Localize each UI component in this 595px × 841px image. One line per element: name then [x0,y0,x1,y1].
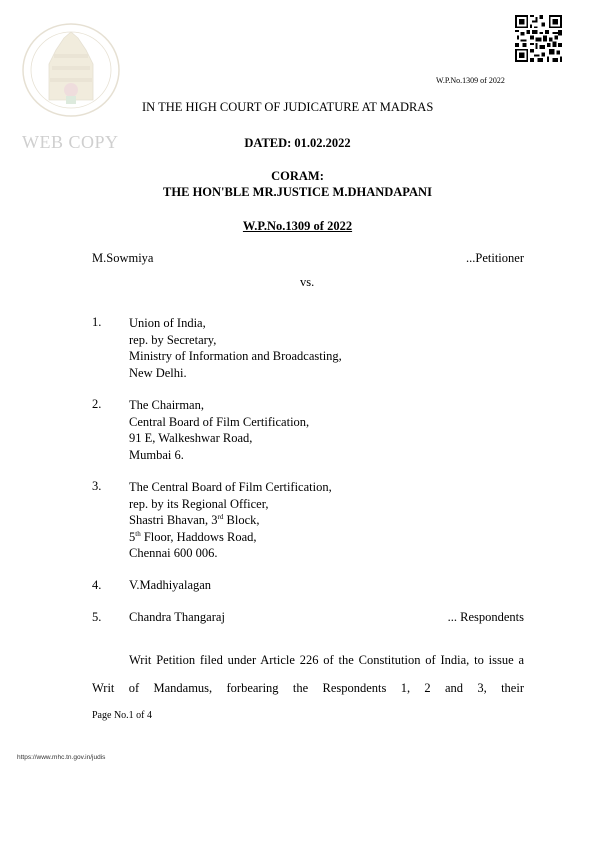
petition-paragraph: Writ Petition filed under Article 226 of the Constitution of India, to issue a Writ of Mandamus, forbearing the Respondents 1, 2 and 3, their [92,653,524,695]
court-title: IN THE HIGH COURT OF JUDICATURE AT MADRAS [142,100,434,114]
qr-code-icon [515,15,562,62]
respondent-number: 4. [92,578,102,592]
case-number: W.P.No.1309 of 2022 [242,219,353,233]
dated-line: DATED: 01.02.2022 [244,136,351,150]
respondent-1-address: Union of India, rep. by Secretary, Ministry of Information and Broadcasting, New Delhi. [129,316,342,380]
respondents-role: ... Respondents [447,610,524,624]
respondent-number: 3. [92,479,102,493]
page-number: Page No.1 of 4 [92,710,152,721]
respondent-2-address: The Chairman, Central Board of Film Certification, 91 E, Walkeshwar Road, Mumbai 6. [129,398,310,462]
respondent-3-address: The Central Board of Film Certification, rep. by its Regional Officer, Shastri Bhavan, 3rd Block, 5th Floor, Haddows Road, Chennai 600 006. [129,480,332,560]
source-url[interactable]: https://www.mhc.tn.gov.in/judis [17,754,106,761]
respondent-5-name: Chandra Thangaraj [129,610,225,624]
web-copy-watermark: WEB COPY [22,132,119,152]
judge-name: THE HON'BLE MR.JUSTICE M.DHANDAPANI [163,185,432,199]
respondent-number: 5. [92,610,102,624]
court-seal-watermark [14,20,128,118]
versus-label: vs. [300,275,315,289]
coram-label: CORAM: [271,169,324,183]
respondent-4-name: V.Madhiyalagan [129,578,212,592]
petitioner-role: ...Petitioner [466,251,524,265]
respondent-number: 2. [92,397,102,411]
petitioner-name: M.Sowmiya [92,251,154,265]
respondent-number: 1. [92,315,102,329]
case-reference-small: W.P.No.1309 of 2022 [436,76,505,85]
